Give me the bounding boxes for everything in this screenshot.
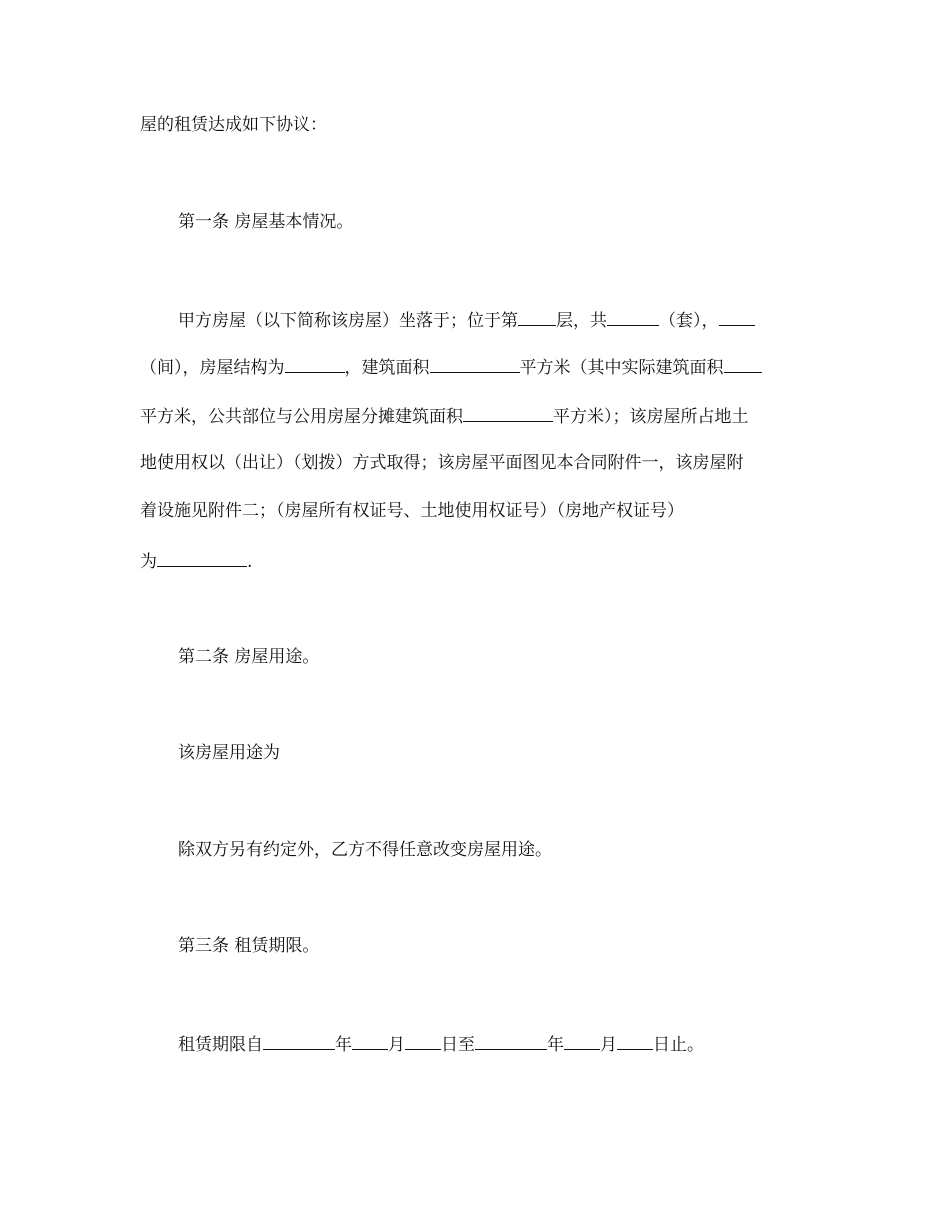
floor-blank[interactable] (518, 307, 556, 326)
article3-title: 第三条 租赁期限。 (178, 936, 320, 956)
start-day-blank[interactable] (405, 1031, 441, 1050)
article3-period: 租赁期限自 年 月 日至 年 月 日止。 (178, 1031, 704, 1057)
end-day-blank[interactable] (617, 1031, 653, 1050)
article1-line3: 平方米，公共部位与公用房屋分摊建筑面积 平方米）；该房屋所占地土 (140, 403, 749, 429)
end-year-blank[interactable] (475, 1031, 547, 1050)
article1-line6: 为 . (140, 548, 252, 574)
article1-title: 第一条 房屋基本情况。 (178, 212, 354, 232)
certificate-number-blank[interactable] (157, 548, 247, 567)
end-month-blank[interactable] (564, 1031, 600, 1050)
article1-line2: （间），房屋结构为 ，建筑面积 平方米（其中实际建筑面积 (140, 354, 762, 380)
start-month-blank[interactable] (352, 1031, 388, 1050)
article2-title: 第二条 房屋用途。 (178, 647, 320, 667)
building-area-blank[interactable] (430, 354, 520, 373)
article1-line4: 地使用权以（出让）（划拨）方式取得；该房屋平面图见本合同附件一，该房屋附 (140, 453, 744, 473)
sets-blank[interactable] (607, 307, 659, 326)
actual-area-blank[interactable] (724, 354, 762, 373)
article1-line1: 甲方房屋（以下简称该房屋）坐落于；位于第 层，共 （套）， (178, 307, 755, 333)
rooms-blank[interactable] (719, 307, 755, 326)
intro-line: 屋的租赁达成如下协议： (140, 115, 327, 135)
article2-usage: 该房屋用途为 (178, 743, 280, 763)
article1-line5: 着设施见附件二；（房屋所有权证号、土地使用权证号）（房地产权证号） (140, 501, 684, 521)
start-year-blank[interactable] (263, 1031, 335, 1050)
shared-area-blank[interactable] (463, 403, 553, 422)
structure-blank[interactable] (285, 354, 345, 373)
article2-restriction: 除双方另有约定外，乙方不得任意改变房屋用途。 (178, 840, 552, 860)
